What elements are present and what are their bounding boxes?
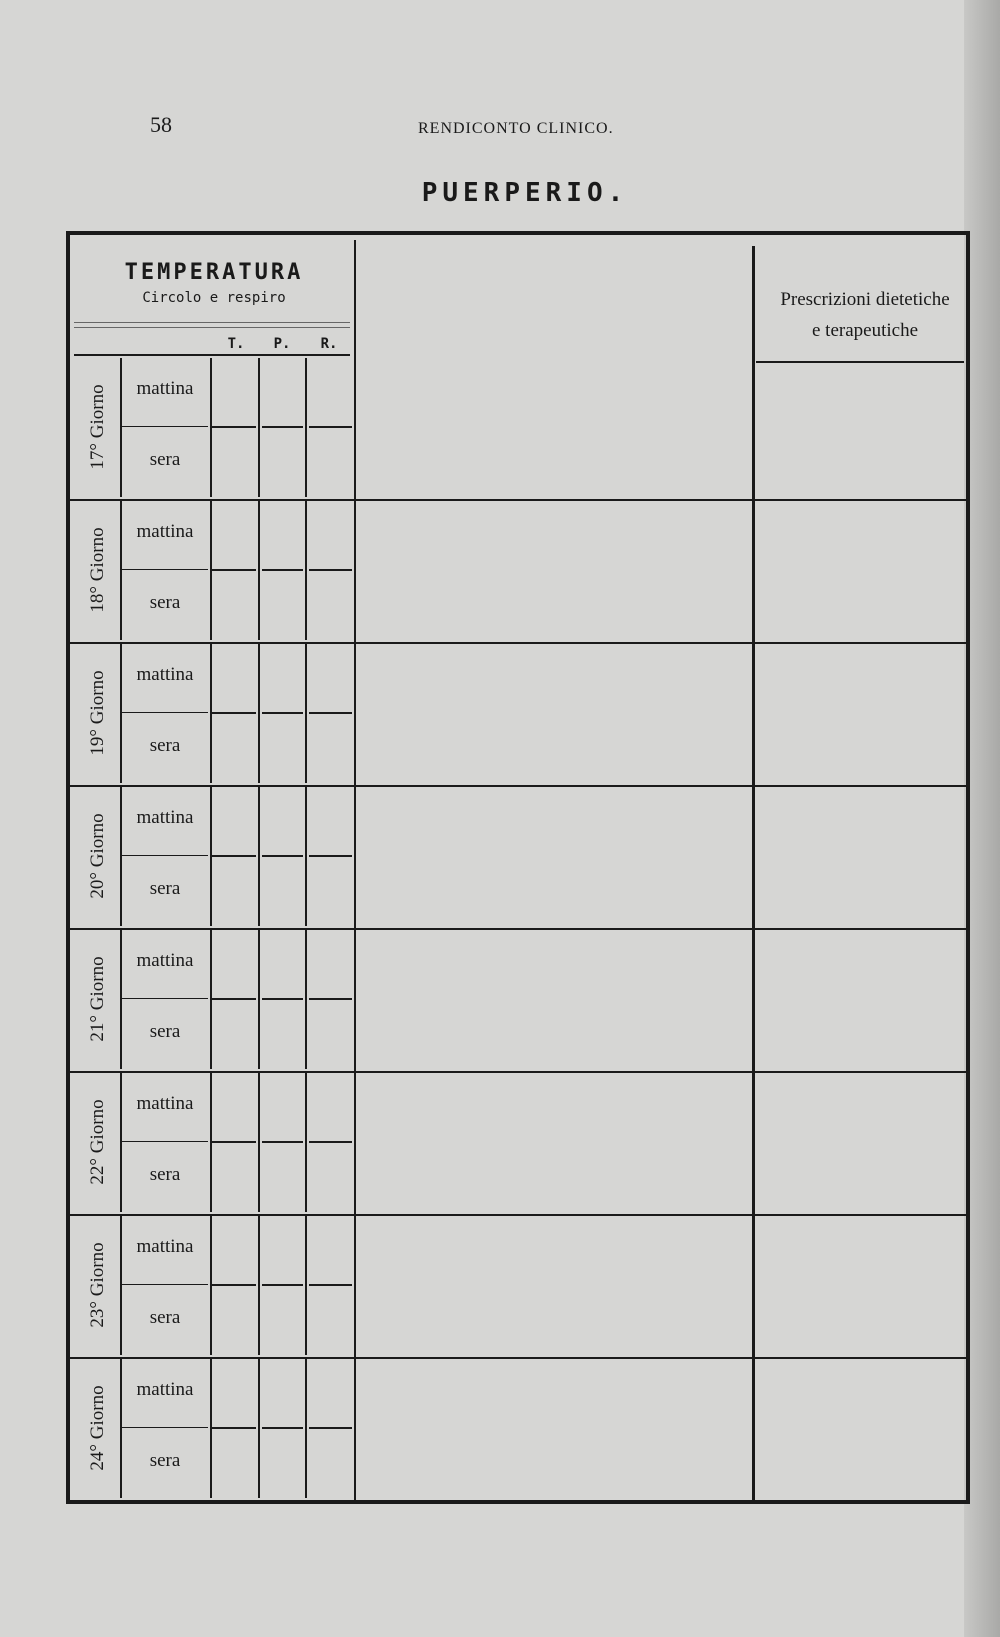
period-divider <box>122 569 208 570</box>
tpr-divider <box>309 998 352 1000</box>
day-divider <box>70 785 966 787</box>
period-label-morning: mattina <box>136 1236 194 1257</box>
tpr-divider <box>309 426 352 428</box>
grid-line <box>258 1216 260 1355</box>
day-divider <box>70 1357 966 1359</box>
period-divider <box>122 855 208 856</box>
day-label: 22° Giorno <box>87 1099 108 1185</box>
day-label: 20° Giorno <box>87 813 108 899</box>
grid-line <box>120 644 122 783</box>
column-divider <box>752 246 755 1504</box>
grid-line <box>120 787 122 926</box>
grid-line <box>305 1359 307 1498</box>
temperature-heading: TEMPERATURA <box>124 260 304 285</box>
column-header-t: T. <box>227 336 245 352</box>
tpr-divider <box>309 712 352 714</box>
period-divider <box>122 426 208 427</box>
period-label-evening: sera <box>149 878 181 899</box>
day-label: 24° Giorno <box>87 1385 108 1471</box>
day-divider <box>70 1214 966 1216</box>
tpr-divider <box>212 1427 256 1429</box>
prescriptions-heading-line-2: e terapeutiche <box>811 320 918 341</box>
prescriptions-heading-line-1: Prescrizioni dietetiche <box>780 289 950 310</box>
tpr-divider <box>212 426 256 428</box>
tpr-divider <box>212 569 256 571</box>
header-rule <box>74 354 350 356</box>
day-divider <box>70 499 966 501</box>
period-label-evening: sera <box>149 1307 181 1328</box>
day-label: 17° Giorno <box>87 384 108 470</box>
column-header-r: R. <box>320 336 338 352</box>
page-number: 58 <box>150 112 172 137</box>
page-title: PUERPERIO. <box>421 178 629 208</box>
period-label-evening: sera <box>149 735 181 756</box>
tpr-divider <box>309 855 352 857</box>
period-label-morning: mattina <box>136 664 194 685</box>
tpr-divider <box>212 1284 256 1286</box>
tpr-divider <box>262 1141 303 1143</box>
grid-line <box>258 644 260 783</box>
grid-line <box>305 787 307 926</box>
tpr-divider <box>262 569 303 571</box>
period-label-evening: sera <box>149 449 181 470</box>
tpr-divider <box>309 1141 352 1143</box>
header-rule <box>74 327 350 328</box>
column-divider <box>354 240 356 1504</box>
period-label-morning: mattina <box>136 1093 194 1114</box>
column-header-p: P. <box>273 336 291 352</box>
tpr-divider <box>212 998 256 1000</box>
grid-line <box>258 930 260 1069</box>
grid-line <box>120 930 122 1069</box>
period-divider <box>122 1284 208 1285</box>
period-label-evening: sera <box>149 1021 181 1042</box>
grid-line <box>305 930 307 1069</box>
period-label-morning: mattina <box>136 807 194 828</box>
period-divider <box>122 712 208 713</box>
grid-line <box>120 358 122 497</box>
period-label-morning: mattina <box>136 378 194 399</box>
grid-line <box>258 501 260 640</box>
running-head: RENDICONTO CLINICO. <box>418 120 614 137</box>
day-divider <box>70 642 966 644</box>
grid-line <box>305 1216 307 1355</box>
grid-line <box>305 1073 307 1212</box>
day-label: 23° Giorno <box>87 1242 108 1328</box>
header-rule <box>74 322 350 323</box>
tpr-divider <box>262 426 303 428</box>
tpr-divider <box>262 1427 303 1429</box>
tpr-divider <box>212 1141 256 1143</box>
grid-line <box>258 358 260 497</box>
grid-line <box>120 1216 122 1355</box>
grid-line <box>305 358 307 497</box>
tpr-divider <box>309 569 352 571</box>
tpr-divider <box>262 855 303 857</box>
day-label: 21° Giorno <box>87 956 108 1042</box>
day-divider <box>70 1071 966 1073</box>
tpr-divider <box>212 712 256 714</box>
grid-line <box>120 1073 122 1212</box>
period-label-evening: sera <box>149 1164 181 1185</box>
grid-line <box>258 1073 260 1212</box>
grid-line <box>305 644 307 783</box>
period-label-morning: mattina <box>136 1379 194 1400</box>
prescriptions-heading <box>760 284 970 346</box>
grid-line <box>258 787 260 926</box>
period-divider <box>122 998 208 999</box>
tpr-divider <box>212 855 256 857</box>
period-label-morning: mattina <box>136 950 194 971</box>
prescriptions-header-rule <box>756 361 964 363</box>
grid-line <box>120 1359 122 1498</box>
grid-line <box>120 501 122 640</box>
day-label: 18° Giorno <box>87 527 108 613</box>
grid-line <box>305 501 307 640</box>
period-label-morning: mattina <box>136 521 194 542</box>
tpr-divider <box>309 1427 352 1429</box>
tpr-divider <box>262 1284 303 1286</box>
day-divider <box>70 928 966 930</box>
period-divider <box>122 1141 208 1142</box>
period-label-evening: sera <box>149 592 181 613</box>
day-label: 19° Giorno <box>87 670 108 756</box>
period-divider <box>122 1427 208 1428</box>
tpr-divider <box>262 712 303 714</box>
tpr-divider <box>262 998 303 1000</box>
temperature-subheading: Circolo e respiro <box>142 290 286 306</box>
tpr-divider <box>309 1284 352 1286</box>
period-label-evening: sera <box>149 1450 181 1471</box>
grid-line <box>258 1359 260 1498</box>
